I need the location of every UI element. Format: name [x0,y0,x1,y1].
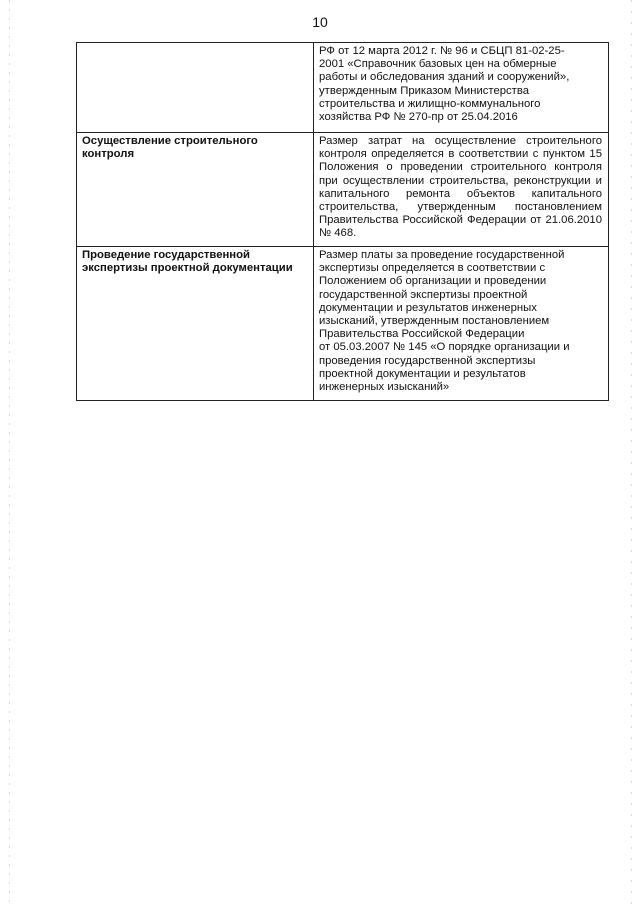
description-line: утвержденным Приказом Министерства [319,84,530,97]
scan-edge-left [9,0,10,905]
description-line: работы и обследования зданий и сооружений», [319,71,570,84]
page-number: 10 [312,14,328,30]
description-line: государственной экспертизы проектной [319,288,528,301]
table-cell-description [314,43,609,133]
description-line: строительства и жилищно-коммунального [319,97,541,110]
table-cell-description [314,247,609,401]
description-line: Размер платы за проведение государственной [319,249,565,261]
table-row [77,133,609,247]
description-line: проведения государственной экспертизы [319,354,536,367]
table-row [77,247,609,401]
table-cell-activity [77,43,314,133]
description-line: РФ от 12 марта 2012 г. № 96 и СБЦП 81-02-25- [319,45,565,57]
description-line: хозяйства РФ № 270-пр от 25.04.2016 [319,111,518,124]
description-line: изысканий, утвержденным постановлением [319,315,550,328]
table-cell-description: Размер затрат на осуществление строительного контроля определяется в соответствии с пунктом 15 Положения о проведении строительного контроля при осуществлении строительства, реконструкции и капитального ремонта объектов капитального строительства, утвержденным постановлением Правительства Российской Федерации от 21.06.2010 № 468. [314,133,609,247]
description-line: проектной документации и результатов [319,367,526,380]
description-line: инженерных изысканий» [319,381,450,394]
description-line: 2001 «Справочник базовых цен на обмерные [319,58,557,71]
document-table [76,42,609,401]
description-line: Положением об организации и проведении [319,275,547,288]
scan-edge-right [631,0,632,905]
description-line: документации и результатов инженерных [319,301,537,314]
description-line: от 05.03.2007 № 145 «О порядке организации и [319,341,570,354]
description-line: Правительства Российской Федерации [319,328,525,341]
description-line: экспертизы определяется в соответствии с [319,262,546,275]
table-cell-activity: Проведение государственной экспертизы проектной документации [77,247,314,401]
table-cell-activity: Осуществление строительного контроля [77,133,314,247]
table-row [77,43,609,133]
